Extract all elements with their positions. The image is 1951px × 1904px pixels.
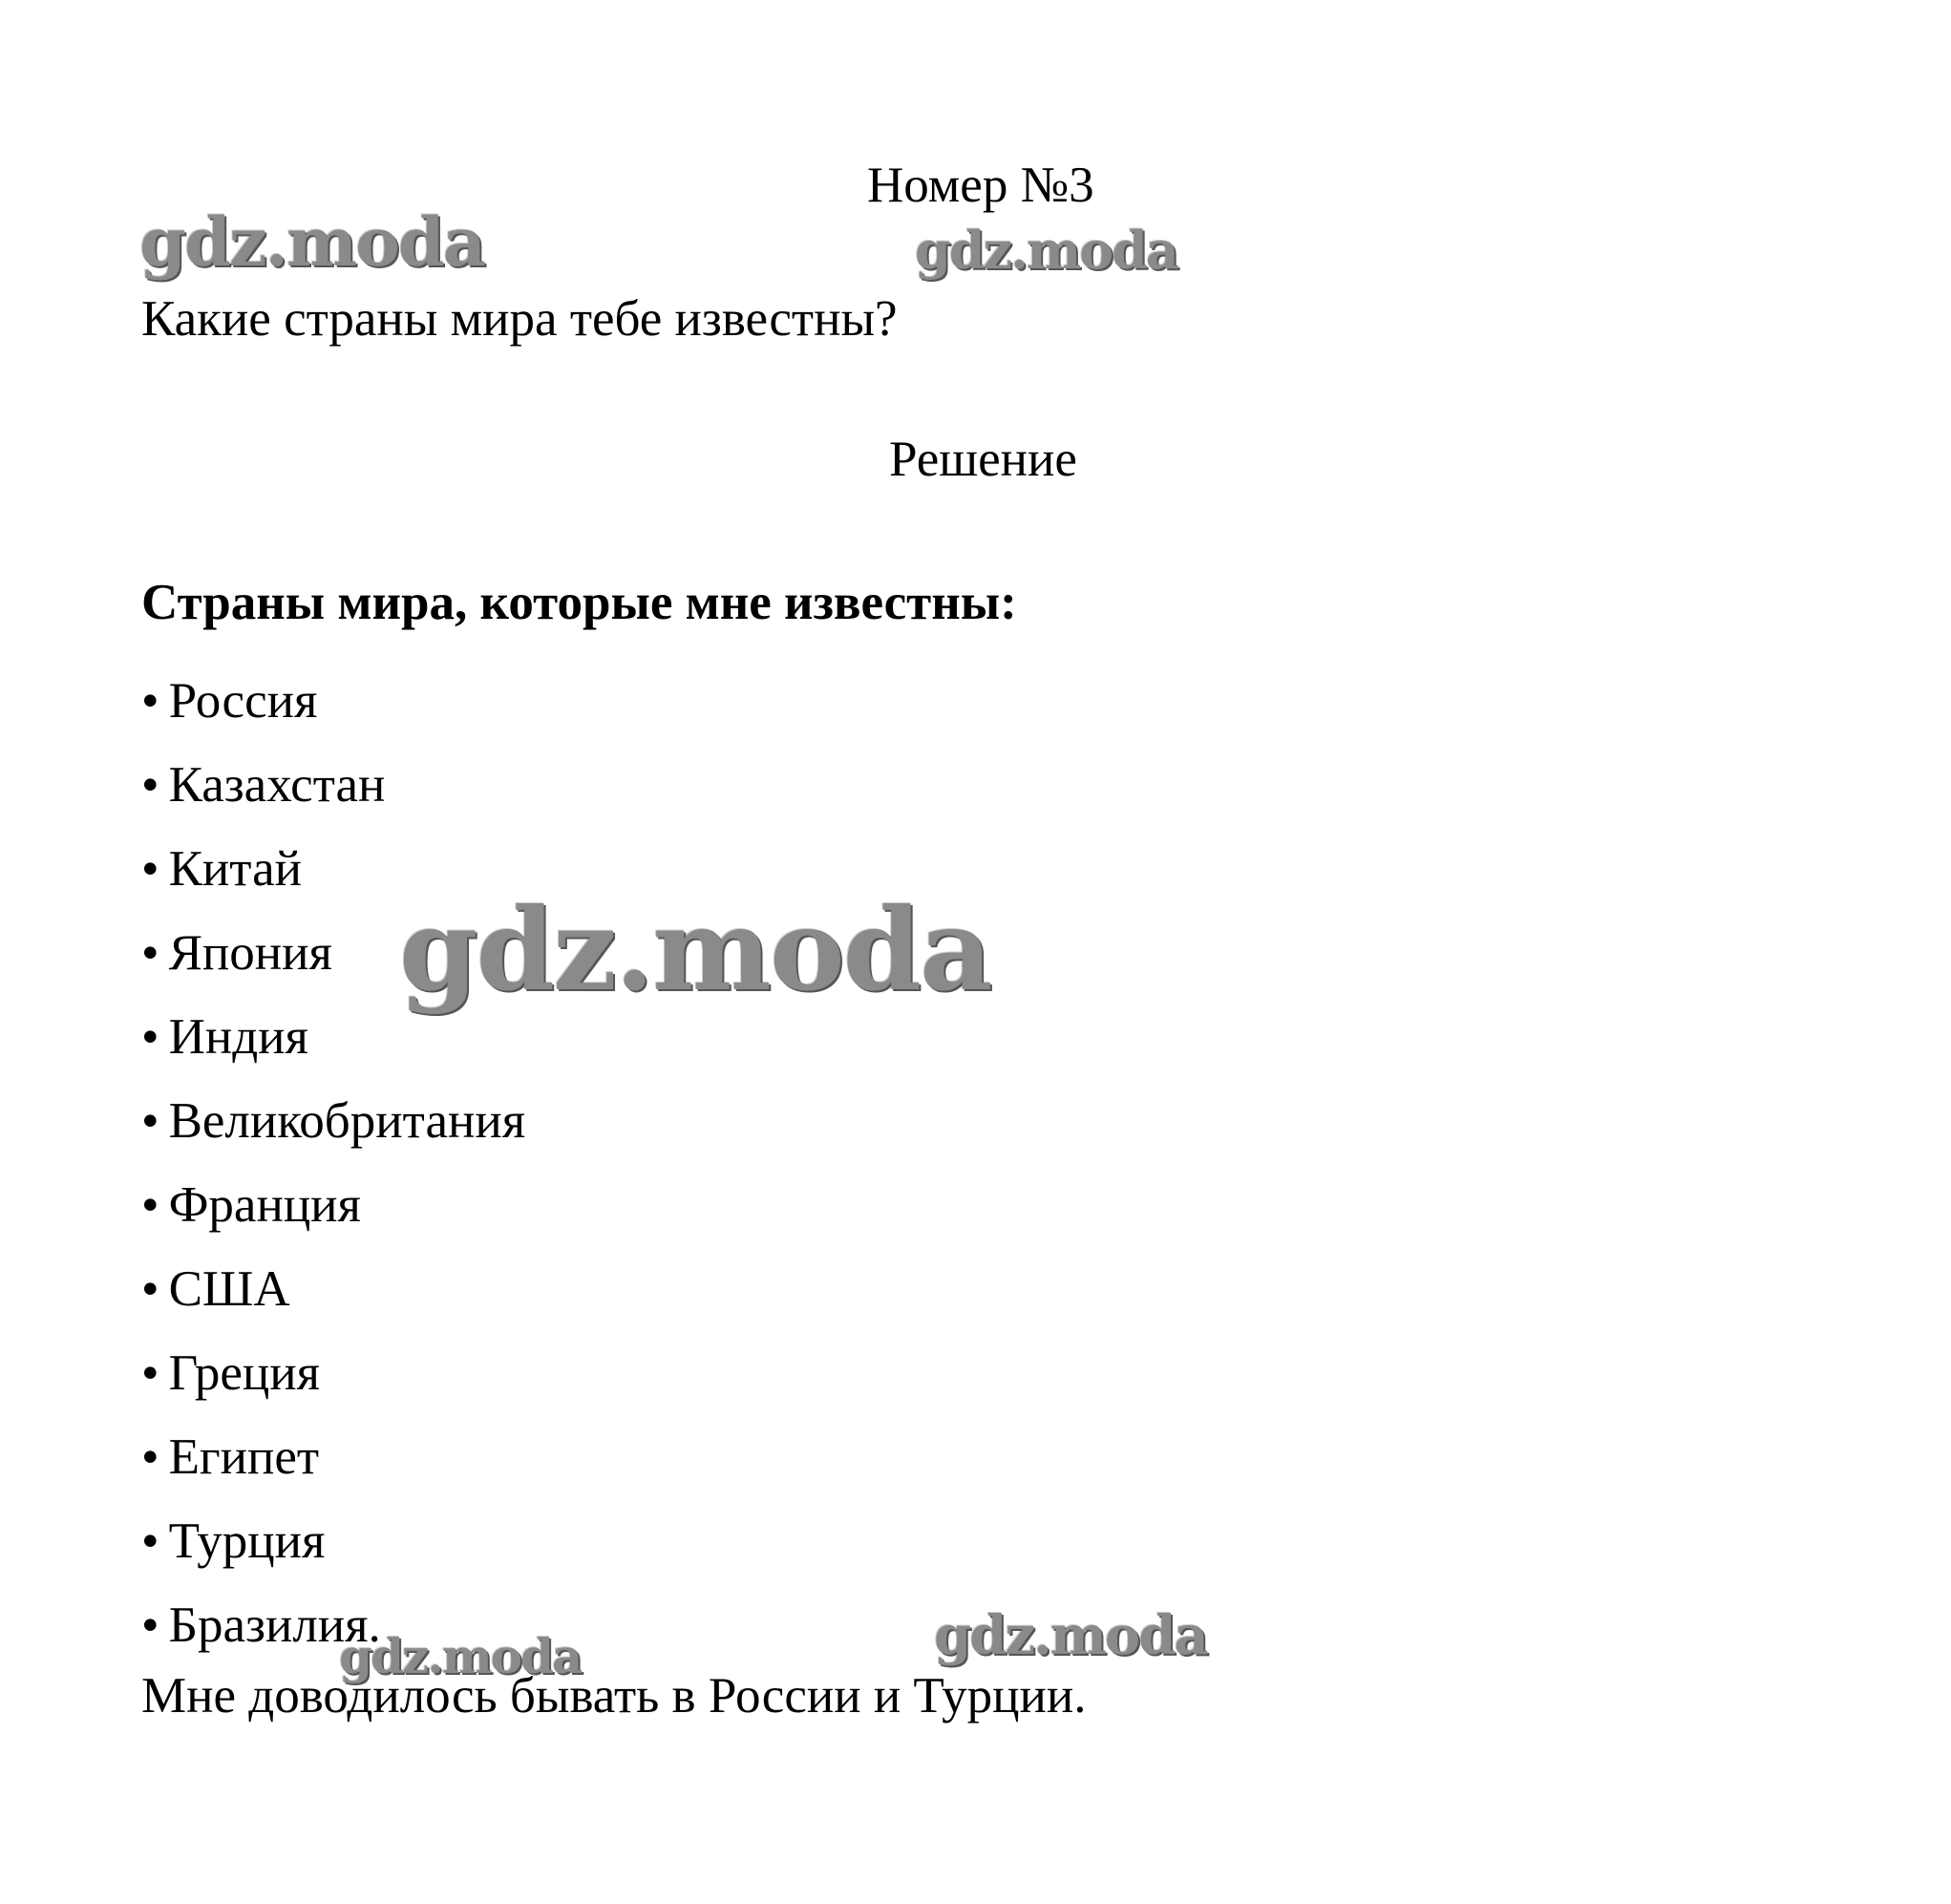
list-item (141, 1499, 525, 1583)
answer-heading: Страны мира, которые мне известны: (141, 575, 1017, 630)
bullet-icon: • (141, 1345, 159, 1401)
bullet-icon: • (141, 1177, 159, 1233)
watermark: gdz.moda (934, 1604, 1207, 1667)
bullet-icon: • (141, 1513, 159, 1569)
country-name: Греция (168, 1345, 320, 1401)
watermark: gdz.moda (915, 220, 1177, 281)
list-item (141, 659, 525, 743)
country-list (141, 659, 525, 1667)
bullet-icon: • (141, 757, 159, 813)
question-text: Какие страны мира тебе известны? (141, 291, 898, 347)
country-name: Великобритания (168, 1093, 526, 1149)
country-name: Франция (168, 1177, 361, 1233)
list-item (141, 1079, 525, 1163)
country-name: Россия (168, 673, 318, 729)
bullet-icon: • (141, 1009, 159, 1065)
country-name: Турция (168, 1513, 326, 1569)
solution-heading: Решение (889, 432, 1077, 487)
bullet-icon: • (141, 1261, 159, 1317)
conclusion-text: Мне доводилось бывать в России и Турции. (141, 1668, 1087, 1724)
watermark: gdz.moda (139, 202, 485, 282)
country-name: Казахстан (168, 757, 386, 813)
country-name: США (168, 1261, 290, 1317)
country-name: Египет (168, 1429, 320, 1485)
page-title: Номер №3 (867, 158, 1094, 213)
country-name: Китай (168, 841, 302, 897)
bullet-icon: • (141, 673, 159, 729)
list-item (141, 1163, 525, 1247)
bullet-icon: • (141, 1429, 159, 1485)
country-name: Япония (168, 925, 332, 981)
list-item (141, 1331, 525, 1415)
list-item (141, 1247, 525, 1331)
bullet-icon: • (141, 1093, 159, 1149)
list-item (141, 743, 525, 827)
bullet-icon: • (141, 841, 159, 897)
watermark: gdz.moda (339, 1628, 582, 1684)
country-name: Индия (168, 1009, 308, 1065)
bullet-icon: • (141, 1597, 159, 1653)
list-item (141, 1415, 525, 1499)
watermark: gdz.moda (399, 883, 991, 1016)
bullet-icon: • (141, 925, 159, 981)
country-name: Бразилия. (168, 1597, 381, 1653)
